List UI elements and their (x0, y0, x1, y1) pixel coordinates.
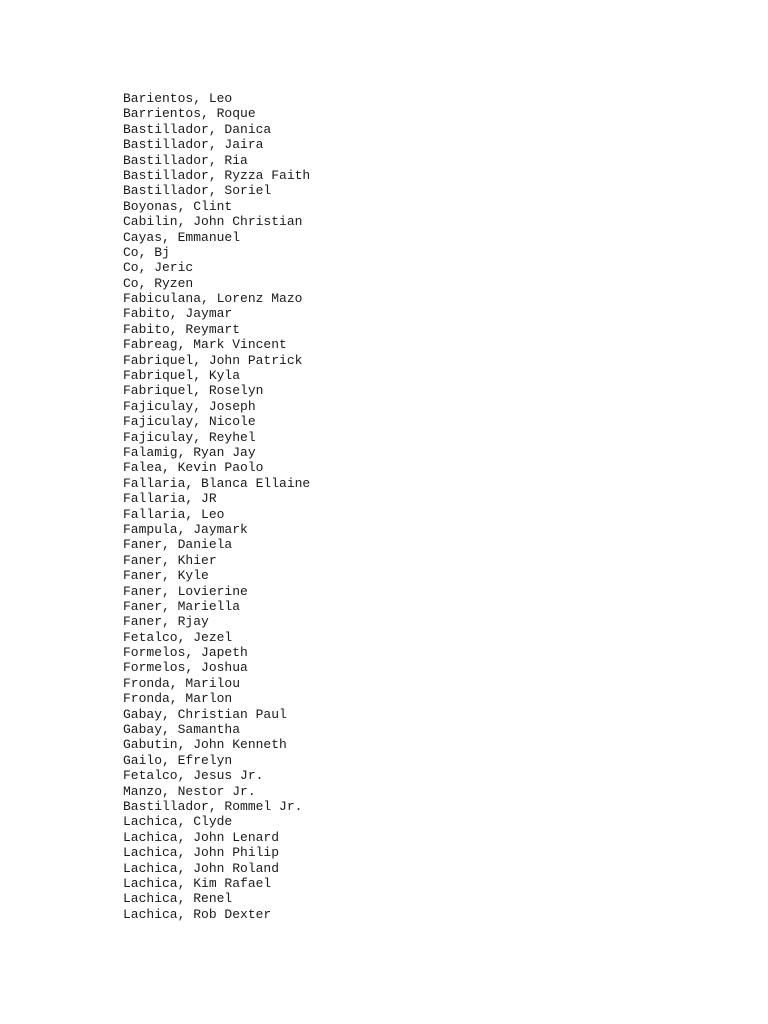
list-item: Bastillador, Ria (123, 152, 248, 168)
list-item: Co, Jeric (123, 260, 194, 276)
list-item: Faner, Rjay (123, 614, 209, 630)
list-item: Cayas, Emmanuel (123, 229, 241, 245)
list-item: Faner, Kyle (123, 568, 209, 584)
list-item: Fabito, Jaymar (123, 306, 233, 322)
list-item: Fabreag, Mark Vincent (123, 337, 287, 353)
list-item: Fronda, Marlon (123, 691, 233, 707)
list-item: Formelos, Japeth (123, 645, 248, 661)
list-item: Gailo, Efrelyn (123, 752, 233, 768)
list-item: Fabriquel, Roselyn (123, 383, 264, 399)
list-item: Fetalco, Jesus Jr. (123, 768, 264, 784)
list-item: Bastillador, Soriel (123, 183, 272, 199)
list-item: Faner, Daniela (123, 537, 233, 553)
list-item: Fajiculay, Reyhel (123, 429, 256, 445)
list-item: Lachica, John Philip (123, 845, 280, 861)
list-item: Fabiculana, Lorenz Mazo (123, 291, 303, 307)
list-item: Lachica, Clyde (123, 814, 233, 830)
name-list (123, 91, 310, 922)
list-item: Fabriquel, John Patrick (123, 352, 303, 368)
list-item: Faner, Mariella (123, 598, 241, 614)
list-item: Lachica, Rob Dexter (123, 906, 272, 922)
list-item: Gabay, Samantha (123, 722, 241, 738)
list-item: Fetalco, Jezel (123, 629, 233, 645)
list-item: Manzo, Nestor Jr. (123, 783, 256, 799)
list-item: Fallaria, Blanca Ellaine (123, 475, 311, 491)
list-item: Fallaria, Leo (123, 506, 225, 522)
list-item: Boyonas, Clint (123, 198, 233, 214)
list-item: Gabay, Christian Paul (123, 706, 287, 722)
list-item: Faner, Khier (123, 552, 217, 568)
list-item: Fampula, Jaymark (123, 521, 248, 537)
list-item: Barrientos, Roque (123, 106, 256, 122)
list-item: Fallaria, JR (123, 491, 217, 507)
list-item: Falea, Kevin Paolo (123, 460, 264, 476)
list-item: Fronda, Marilou (123, 675, 241, 691)
list-item: Faner, Lovierine (123, 583, 248, 599)
list-item: Co, Ryzen (123, 275, 194, 291)
list-item: Bastillador, Jaira (123, 137, 264, 153)
list-item: Falamig, Ryan Jay (123, 444, 256, 460)
list-item: Gabutin, John Kenneth (123, 737, 287, 753)
list-item: Formelos, Joshua (123, 660, 248, 676)
list-item: Bastillador, Rommel Jr. (123, 798, 303, 814)
list-item: Barientos, Leo (123, 91, 233, 106)
list-item: Lachica, John Roland (123, 860, 280, 876)
list-item: Fajiculay, Nicole (123, 414, 256, 430)
list-item: Fajiculay, Joseph (123, 398, 256, 414)
list-item: Lachica, John Lenard (123, 829, 280, 845)
list-item: Bastillador, Danica (123, 121, 272, 137)
list-item: Lachica, Kim Rafael (123, 875, 272, 891)
list-item: Bastillador, Ryzza Faith (123, 167, 311, 183)
list-item: Lachica, Renel (123, 891, 233, 907)
list-item: Cabilin, John Christian (123, 214, 303, 230)
list-item: Fabriquel, Kyla (123, 368, 241, 384)
list-item: Co, Bj (123, 244, 170, 260)
list-item: Fabito, Reymart (123, 321, 241, 337)
